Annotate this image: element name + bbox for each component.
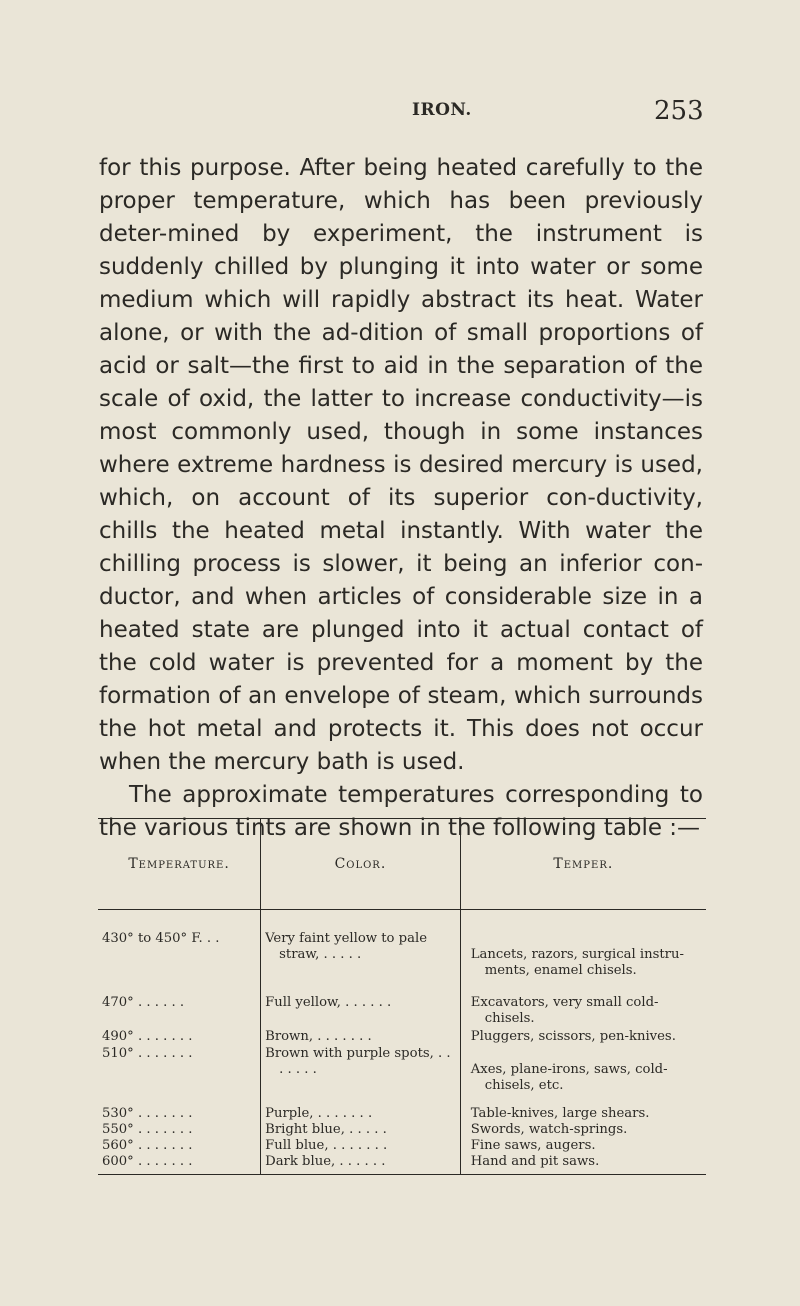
table-row: [98, 910, 706, 996]
color-text: Very faint yellow to pale straw, . . . . .: [265, 931, 427, 962]
table-row: [98, 1106, 706, 1122]
color-cell: Brown, . . . . . . .: [261, 1029, 461, 1046]
table-row: [98, 1122, 706, 1138]
color-cell: Purple, . . . . . . .: [261, 1106, 461, 1122]
temperature-cell: 490° . . . . . . .: [102, 1029, 193, 1044]
table-row: [98, 995, 706, 1029]
paragraph: for this purpose. After being heated carefully to the proper temperature, which has been previously deter-mined by experiment, the instrument is suddenly chilled by plunging it into water or some medium which will rapidly abstract its heat. Water alone, or with the ad-dition of small proportions of acid or salt—the first to aid in the separation of the scale of oxid, the latter to increase conductivity—is most commonly used, though in some instances where extreme hardness is desired mercury is used, which, on account of its superior con-ductivity, chills the heated metal instantly. With water the chilling process is slower, it being an inferior con-ductor, and when articles of considerable size in a heated state are plunged into it actual contact of the cold water is prevented for a moment by the formation of an envelope of steam, which surrounds the hot metal and protects it. This does not occur when the mercury bath is used.: [99, 155, 703, 775]
temperature-cell: 430° to 450° F. . .: [102, 931, 220, 946]
temperature-cell: 510° . . . . . . .: [102, 1046, 193, 1061]
temperature-cell: 550° . . . . . . .: [102, 1122, 193, 1137]
temper-cell: [460, 1046, 706, 1106]
color-text: Brown with purple spots, . . . . . . .: [265, 1046, 451, 1077]
column-header-temperature: Temperature.: [98, 819, 261, 910]
column-header-color: Color.: [261, 819, 461, 910]
temper-cell: Hand and pit saws.: [460, 1154, 706, 1175]
temper-text: Axes, plane-irons, saws, cold-chisels, etc.: [470, 1062, 668, 1093]
temper-text: Pluggers, scissors, pen-knives.: [470, 1029, 676, 1044]
temper-cell: Table-knives, large shears.: [460, 1106, 706, 1122]
temper-cell: [460, 910, 706, 996]
temperature-cell: 560° . . . . . . .: [102, 1138, 193, 1153]
column-header-temper: Temper.: [460, 819, 706, 910]
page-number: 253: [654, 96, 704, 126]
temper-cell: [460, 1029, 706, 1046]
temperature-cell: 470° . . . . . .: [102, 995, 185, 1010]
table-row: [98, 1138, 706, 1154]
color-cell: Full blue, . . . . . . .: [261, 1138, 461, 1154]
table-row: [98, 1154, 706, 1175]
color-cell: [261, 910, 461, 996]
table-row: [98, 1029, 706, 1046]
temper-color-table: [98, 818, 706, 1175]
color-cell: Dark blue, . . . . . .: [261, 1154, 461, 1175]
body-text: [99, 152, 703, 845]
temper-text: Lancets, razors, surgical instru-ments, enamel chisels.: [470, 947, 684, 978]
color-cell: Bright blue, . . . . .: [261, 1122, 461, 1138]
color-cell: [261, 1046, 461, 1106]
temper-cell: Fine saws, augers.: [460, 1138, 706, 1154]
temper-text: Excavators, very small cold-chisels.: [470, 995, 659, 1026]
temperature-cell: 600° . . . . . . .: [102, 1154, 193, 1169]
page-header: [0, 96, 800, 136]
temper-cell: Swords, watch-springs.: [460, 1122, 706, 1138]
temperature-cell: 530° . . . . . . .: [102, 1106, 193, 1121]
paragraph: The approximate temperatures corresponding to the various tints are shown in the following table :—: [99, 782, 703, 841]
color-cell: Full yellow, . . . . . .: [261, 995, 461, 1029]
table-row: [98, 1046, 706, 1106]
temper-cell: [460, 995, 706, 1029]
running-head: IRON.: [412, 100, 472, 120]
